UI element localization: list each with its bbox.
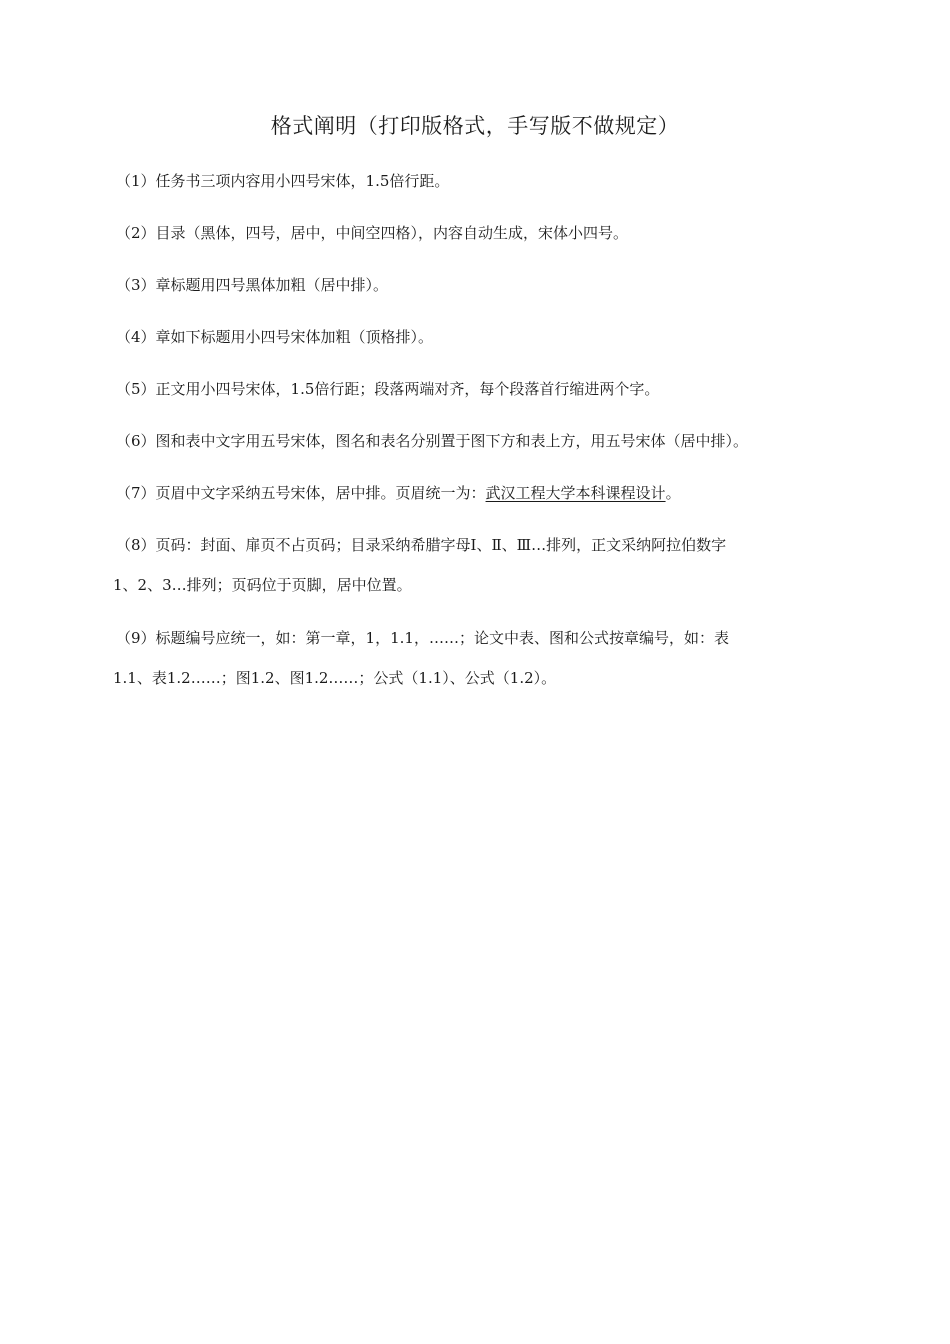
document-title: 格式阐明（打印版格式，手写版不做规定） [270, 114, 680, 138]
format-item-9-line-1: （9）标题编号应统一，如：第一章，1，1.1，……；论文中表、图和公式按章编号，如：表 [116, 629, 729, 647]
format-item-5: （5）正文用小四号宋体，1.5倍行距；段落两端对齐，每个段落首行缩进两个字。 [116, 380, 660, 398]
format-item-8-line-1: （8）页码：封面、扉页不占页码；目录采纳希腊字母Ⅰ、Ⅱ、Ⅲ…排列，正文采纳阿拉伯数字 [116, 536, 727, 554]
format-item-3: （3）章标题用四号黑体加粗（居中排）。 [116, 276, 389, 294]
format-item-6: （6）图和表中文字用五号宋体，图名和表名分别置于图下方和表上方，用五号宋体（居中排）。 [116, 432, 749, 450]
format-item-9 [113, 628, 838, 688]
format-item-7-prefix: （7）页眉中文字采纳五号宋体，居中排。页眉统一为： [116, 484, 486, 502]
format-item-4: （4）章如下标题用小四号宋体加粗（顶格排）。 [116, 328, 434, 346]
format-item-9-line-2: 1.1、表1.2……；图1.2、图1.2……；公式（1.1）、公式（1.2）。 [113, 669, 557, 687]
format-item-1: （1）任务书三项内容用小四号宋体，1.5倍行距。 [116, 172, 450, 190]
format-item-8 [113, 535, 838, 595]
format-item-8-line-2: 1、2、3…排列；页码位于页脚，居中位置。 [113, 576, 412, 594]
format-item-7-suffix: 。 [665, 484, 681, 502]
header-text-underlined: 武汉工程大学本科课程设计 [485, 484, 666, 502]
format-item-7 [116, 483, 838, 503]
format-item-2: （2）目录（黑体，四号，居中，中间空四格），内容自动生成，宋体小四号。 [116, 224, 629, 242]
